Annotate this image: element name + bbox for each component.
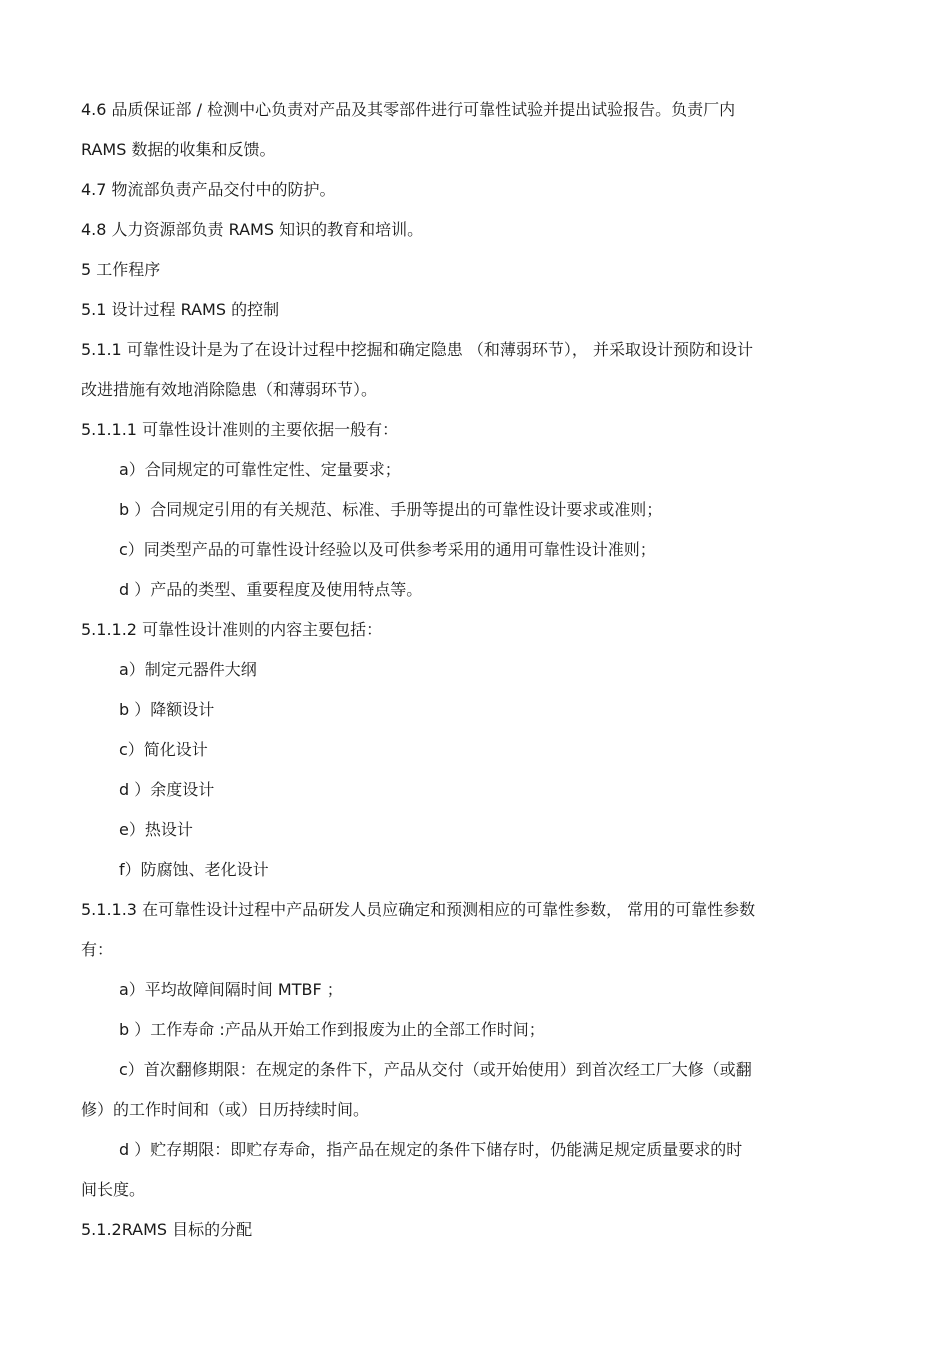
list-item: d ）贮存期限：即贮存寿命，指产品在规定的条件下储存时，仍能满足规定质量要求的时: [119, 1140, 743, 1159]
list-item: f）防腐蚀、老化设计: [119, 860, 269, 879]
list-item: c）首次翻修期限：在规定的条件下，产品从交付（或开始使用）到首次经工厂大修（或翻: [119, 1060, 752, 1079]
text-line: 修）的工作时间和（或）日历持续时间。: [81, 1100, 370, 1119]
text-line: RAMS 数据的收集和反馈。: [81, 140, 276, 159]
list-item: c）简化设计: [119, 740, 208, 759]
text-line: 有：: [81, 940, 114, 959]
list-item: a）合同规定的可靠性定性、定量要求；: [119, 460, 401, 479]
text-line: 5.1.1 可靠性设计是为了在设计过程中挖掘和确定隐患 （和薄弱环节）， 并采取设计预防和设计: [81, 340, 753, 359]
list-item: c）同类型产品的可靠性设计经验以及可供参考采用的通用可靠性设计准则；: [119, 540, 656, 559]
text-line: 5.1.1.2 可靠性设计准则的内容主要包括：: [81, 620, 383, 639]
list-item: a）平均故障间隔时间 MTBF ；: [119, 980, 343, 999]
list-item: b ）降额设计: [119, 700, 215, 719]
list-item: e）热设计: [119, 820, 193, 839]
list-item: d ）产品的类型、重要程度及使用特点等。: [119, 580, 423, 599]
section-heading: 5.1.2RAMS 目标的分配: [81, 1220, 253, 1239]
text-line: 4.7 物流部负责产品交付中的防护。: [81, 180, 336, 199]
section-heading: 5 工作程序: [81, 260, 161, 279]
list-item: a）制定元器件大纲: [119, 660, 257, 679]
text-line: 4.6 品质保证部 / 检测中心负责对产品及其零部件进行可靠性试验并提出试验报告。负责厂内: [81, 100, 736, 119]
text-line: 改进措施有效地消除隐患（和薄弱环节）。: [81, 380, 378, 399]
list-item: b ）合同规定引用的有关规范、标准、手册等提出的可靠性设计要求或准则；: [119, 500, 663, 519]
text-line: 5.1.1.1 可靠性设计准则的主要依据一般有：: [81, 420, 399, 439]
list-item: b ）工作寿命 :产品从开始工作到报废为止的全部工作时间；: [119, 1020, 545, 1039]
list-item: d ）余度设计: [119, 780, 215, 799]
text-line: 4.8 人力资源部负责 RAMS 知识的教育和培训。: [81, 220, 424, 239]
section-heading: 5.1 设计过程 RAMS 的控制: [81, 300, 280, 319]
text-line: 间长度。: [81, 1180, 146, 1199]
text-line: 5.1.1.3 在可靠性设计过程中产品研发人员应确定和预测相应的可靠性参数， 常用的可靠性参数: [81, 900, 756, 919]
